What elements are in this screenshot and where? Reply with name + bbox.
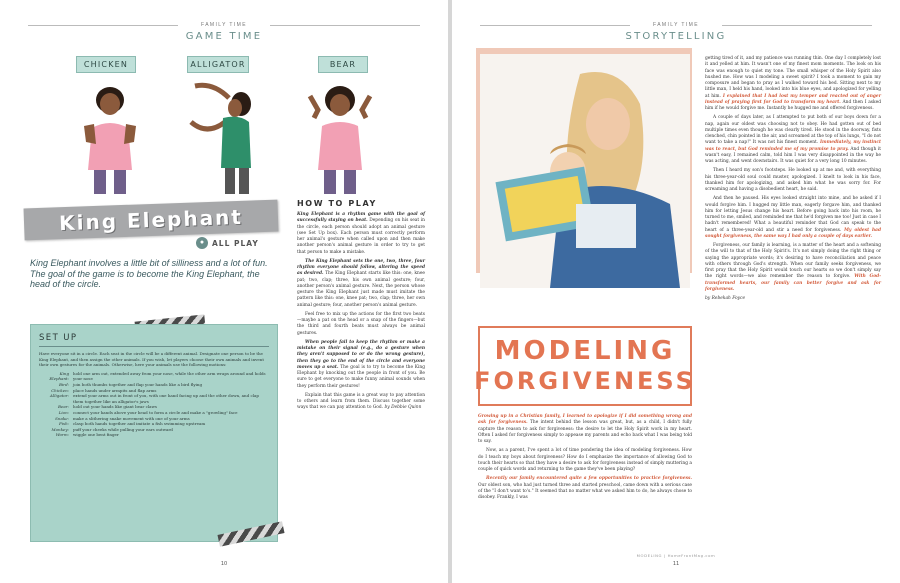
setup-row	[39, 371, 269, 382]
setup-animal-motion: extend your arms out in front of you, with one hand facing up and the other down, and clap them together like an alligator's jaws	[73, 393, 259, 404]
kicker-rule-left-r	[480, 25, 630, 26]
story-title-line2: FORGIVENESS	[474, 367, 696, 395]
col2-p2: A couple of days later, as I attempted to put both of our boys down for a nap, again our oldest was choosing not to obey. He had gotten out of bed multiple times even though he was clearly tired. He stood in the doorway, fists clenched, chin pointed in the air, and screamed at the top of his lungs, "I do not want to take a nap!" It was not his finest moment.	[705, 115, 882, 146]
setup-card	[30, 324, 278, 542]
setup-animal-name: King Elephant:	[49, 370, 69, 382]
htp-p1-lead: King Elephant is a rhythm game with the goal of successfully staying on beat.	[297, 212, 425, 224]
htp-p1: Depending on his seat in the circle, each person should adopt an animal gesture (see Set Up box). Each person must correctly perform her animal's gesture when called upon and then make another person's animal gesture in order to try to get that person to make a mistake.	[297, 218, 425, 255]
col2-p4-highlight: My oldest had sought forgiveness, the same way I had only a couple of days earlier.	[705, 227, 881, 239]
htp-p2-lead: The King Elephant sets the one, two, three, four rhythm everyone should follow, altering the speed as desired.	[297, 258, 425, 277]
mother-reading-photo	[480, 54, 690, 288]
setup-animal-name: Alligator:	[50, 393, 69, 399]
col2-p5-highlight: With God-transformed hearts, our family can better forgive and ask for forgiveness.	[705, 274, 881, 292]
setup-animal-name: Fish:	[58, 421, 69, 427]
setup-animal-name: Bird:	[58, 381, 69, 387]
all-play-label: ALL PLAY	[212, 238, 259, 248]
setup-animal-motion: connect your hands above your head to form a circle and make a "growling" face	[73, 409, 238, 415]
left-page	[0, 0, 448, 583]
right-kicker: FAMILY TIME	[653, 22, 699, 28]
all-play-badge	[196, 236, 266, 250]
col2-p2-highlight: Immediately, my instinct was to react, but God reminded me of my promise to pray.	[705, 140, 881, 152]
story-title-line1: MODELING	[494, 336, 676, 366]
htp-byline: by Debbie Quinn	[384, 405, 422, 411]
setup-animal-motion: make a slithering snake movement with one of your arms	[73, 415, 190, 421]
intro-paragraph: King Elephant involves a little bit of silliness and a lot of fun. The goal of the game is to become the King Elephant, the head of the circle.	[30, 258, 268, 290]
setup-animal-name: Lion:	[58, 409, 69, 415]
col1-p2: Now, as a parent, I've spent a lot of time pondering the idea of modeling forgiveness. How do I teach my boys about forgiveness? How do I emphasize the importance of allowing God to touch their hearts so that they have a desire to ask for forgiveness instead of simply muttering a couple of quick words and returning to the game they've been playing?	[478, 448, 692, 472]
col2-p1-highlight: I explained that I had lost my temper and reacted out of anger instead of praying first for God to transform my heart.	[705, 93, 881, 105]
page-number-left: 10	[220, 561, 228, 567]
animal-label-chicken: CHICKEN	[76, 56, 136, 73]
kicker-rule-left	[28, 25, 178, 26]
col2-p5: Forgiveness, our family is learning, is a matter of the heart and a softening of the will to that of the Holy Spirit's. It's not simply doing the right thing or saying the appropriate words; it's desiring to have reconciliation and peace with others through God's strength. When our family seeks forgiveness, we first pray that the Holy Spirit would touch our hearts so we don't simply say the right words—we also remember the reason to forgive.	[705, 243, 881, 280]
setup-animal-name: Snake:	[55, 415, 69, 421]
htp-p4-lead: When people fail to keep the rhythm or make a mistake on their signal (e.g., do a gesture when they aren't supposed to or do the wrong gesture), then they go to the end of the circle and everyone moves up a seat.	[297, 339, 425, 370]
chicken-child-photo	[70, 78, 150, 198]
setup-heading: SET UP	[39, 333, 78, 343]
setup-animal-name: Chicken:	[51, 387, 69, 393]
htp-p3: Feel free to mix up the actions for the first two beats—maybe a pat on the head or a snap of the fingers—but the third and fourth beats must always be animal gestures.	[297, 311, 425, 336]
title-banner	[24, 200, 279, 241]
setup-animal-name: Monkey:	[51, 426, 69, 432]
kicker-rule-right-r	[722, 25, 872, 26]
htp-p2: The King Elephant starts like this: one, knee pat; two, clap; three, his own animal gesture; four, another person's animal gesture. Next, the person whose gesture the King Elephant just made must imitate the pattern like this: one, knee pat; two, clap; three, her own animal gesture; four, another person's animal gesture.	[297, 271, 425, 308]
alligator-child-photo	[185, 78, 265, 198]
setup-rule	[39, 346, 269, 347]
setup-animal-motion: hold out your hands like giant bear claws	[73, 404, 157, 410]
col2-p2-end: And though it wasn't easy, I remained calm, told him I was very disappointed in the way he was acting, and went downstairs. It was quiet for a very long 10 minutes.	[705, 146, 882, 164]
col2-p4: And then he paused. His eyes looked straight into mine, and he asked if I would forgive him. I hugged my little man, eagerly forgave him, and thanked him for letting Jesus change his heart. Before going back into his room, he turned to me, smiled, and reminded me that he'd forgiven me too! Just in case I hadn't remembered! What a beautiful reminder that God can speak to the heart of a three-year-old and stir a need for forgiveness.	[705, 196, 881, 233]
animal-label-bear: BEAR	[318, 56, 368, 73]
page-number-right: 11	[672, 561, 680, 567]
story-title-box	[474, 326, 696, 406]
right-section-title: STORYTELLING	[625, 31, 727, 42]
footer-text: MODELING | HomeFrontMag.com	[636, 553, 716, 558]
story-column-2	[705, 56, 881, 305]
animal-label-alligator: ALLIGATOR	[187, 56, 249, 73]
game-title: King Elephant	[58, 204, 244, 236]
col1-p1: The intent behind the lesson was great, but, as a child, I didn't fully capture the reason to ask for forgiveness: the desire to let the Holy Spirit work in my heart. Often I asked for forgiveness simply to appease my parents and echo back what I was being told to say.	[478, 420, 692, 444]
kicker-rule-right	[270, 25, 420, 26]
left-kicker: FAMILY TIME	[201, 22, 247, 28]
setup-animal-motion: wiggle one bent finger	[73, 432, 119, 438]
setup-animal-name: Worm:	[55, 432, 69, 438]
how-to-play-heading: HOW TO PLAY	[297, 199, 377, 208]
col1-p3-lead: Recently our family encountered quite a few opportunities to practice forgiveness.	[486, 476, 692, 482]
left-section-title: GAME TIME	[185, 31, 263, 42]
setup-list	[39, 371, 269, 438]
group-icon: ●	[196, 237, 208, 249]
col2-p3: Then I heard my son's footsteps. He looked up at me and, with everything his three-year-old soul could muster, apologized. I knelt to look in his face, thanked him for apologizing, and asked him what he was sorry for. For screaming and having a disobedient heart, he said.	[705, 168, 881, 192]
setup-animal-motion: puff your cheeks while pulling your ears outward	[73, 426, 173, 432]
story-byline: by Rebekah Foyce	[705, 296, 746, 301]
htp-p4: The goal is to try to become the King Elephant by knocking out the people in front of you. Be sure to get everyone to make funny animal sounds when they perform their gestures!	[297, 364, 425, 389]
setup-animal-motion: clasp both hands together and imitate a fish swimming upstream	[73, 421, 206, 427]
story-column-1	[478, 414, 692, 504]
setup-row	[39, 393, 269, 404]
bear-child-photo	[300, 78, 380, 198]
htp-p5: Explain that this game is a great way to pay attention to others and learn from them. Discuss together some ways that we can pay attention to God.	[297, 392, 425, 411]
setup-animal-motion: place hands under armpits and flap arms	[73, 387, 157, 393]
col1-p3: Our oldest son, who had just turned three and started preschool, came down with a serious case of the "I don't want to's." It seemed that no matter what we asked him to do, he always chose to disobey. Frankly, I was	[478, 482, 692, 500]
right-page	[452, 0, 900, 583]
setup-text: Have everyone sit in a circle. Each seat in the circle will be a different animal. Designate one person to be the King Elephant, and then assign the other animals. If you wish, let players choose their own animals and invent their own gestures for the animals. Otherwise, here your animals use the following motions:	[39, 351, 264, 368]
setup-animal-motion: join both thumbs together and flap your hands like a bird flying	[73, 381, 203, 387]
col1-p1-lead: Growing up in a Christian family, I learned to apologize if I did something wrong and ask for forgiveness.	[478, 414, 692, 426]
setup-animal-motion: hold one arm out, extended away from your nose, while the other arm wraps around and holds your nose	[73, 370, 266, 382]
setup-animal-name: Bear:	[58, 404, 69, 410]
setup-row	[39, 432, 269, 438]
col2-p1-end: And then I asked him if he would forgive me. Instantly he hugged me and offered forgiveness.	[705, 99, 881, 111]
how-to-play-body	[297, 212, 425, 415]
col2-p1: getting tired of it, and my patience was running thin. One day I completely lost it and yelled at him. It wasn't one of my finest mom moments. The look on his face was enough to quiet my tone. The small whisper of the Holy Spirit also hushed me. How was I modeling a sweet spirit? I took a moment to gain my composure and began to pray as I walked toward his bed. Sitting next to my little man, I held his hand, looked into his blue eyes, and apologized for yelling at him.	[705, 56, 881, 99]
